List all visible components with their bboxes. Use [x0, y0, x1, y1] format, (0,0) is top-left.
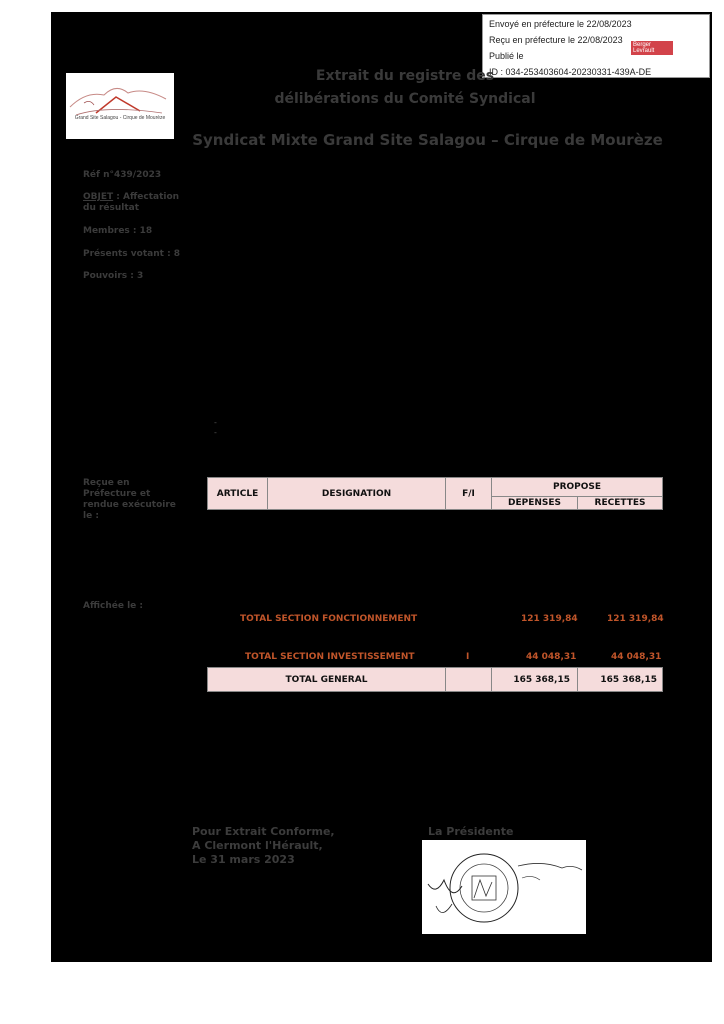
title-line1: Extrait du registre des: [315, 68, 495, 84]
berger-levrault-logo: Berger Levrault: [631, 41, 673, 55]
row-recettes: 121 319,84: [607, 614, 664, 624]
header-recettes: RECETTES: [577, 496, 663, 510]
ref-number: Réf n°439/2023: [83, 170, 162, 180]
header-depenses: DEPENSES: [491, 496, 578, 510]
footer-extrait: Pour Extrait Conforme,: [192, 825, 335, 838]
dash-mark: -: [214, 428, 217, 437]
row-label: TOTAL SECTION FONCTIONNEMENT: [240, 614, 418, 624]
header-designation: DESIGNATION: [267, 477, 446, 510]
president-label: La Présidente: [428, 825, 514, 838]
logo-caption: Grand Site Salagou - Cirque de Mourèze: [74, 115, 166, 121]
header-fi: F/I: [445, 477, 492, 510]
total-fi-cell: [445, 667, 492, 692]
landscape-logo-icon: [66, 73, 174, 139]
total-depenses: 165 368,15: [491, 667, 578, 692]
stamp-received: Reçu en préfecture le 22/08/2023: [489, 35, 623, 45]
organization-title: Syndicat Mixte Grand Site Salagou – Cirque de Mourèze: [192, 131, 663, 149]
membres: Membres : 18: [83, 226, 153, 236]
total-general-label: TOTAL GENERAL: [207, 667, 446, 692]
row-recettes: 44 048,31: [611, 652, 662, 662]
stamp-published: Publié le: [489, 51, 524, 61]
row-label: TOTAL SECTION INVESTISSEMENT: [245, 652, 415, 662]
row-depenses: 44 048,31: [526, 652, 577, 662]
objet-value: : Affectation du résultat: [83, 192, 180, 213]
seal-signature-icon: [422, 840, 586, 934]
stamp-sent: Envoyé en préfecture le 22/08/2023: [489, 19, 632, 29]
total-recettes: 165 368,15: [577, 667, 663, 692]
stamp-id: ID : 034-253403604-20230331-439A-DE: [489, 67, 652, 77]
title-line2: délibérations du Comité Syndical: [274, 91, 536, 107]
header-propose: PROPOSE: [491, 477, 663, 497]
row-depenses: 121 319,84: [521, 614, 578, 624]
objet-label: OBJET: [83, 192, 114, 202]
pouvoirs: Pouvoirs : 3: [83, 271, 144, 281]
dash-mark: -: [214, 418, 217, 427]
signature-image: [422, 840, 586, 934]
footer-city: A Clermont l'Hérault,: [192, 839, 323, 852]
recue-prefecture: Reçue en Préfecture et rendue exécutoire le :: [83, 478, 176, 521]
footer-date: Le 31 mars 2023: [192, 853, 295, 866]
objet: [83, 192, 183, 214]
row-fi: I: [466, 652, 470, 662]
presents-votant: Présents votant : 8: [83, 249, 181, 259]
affichee-le: Affichée le :: [83, 601, 144, 611]
grand-site-logo: [66, 73, 174, 139]
header-article: ARTICLE: [207, 477, 268, 510]
